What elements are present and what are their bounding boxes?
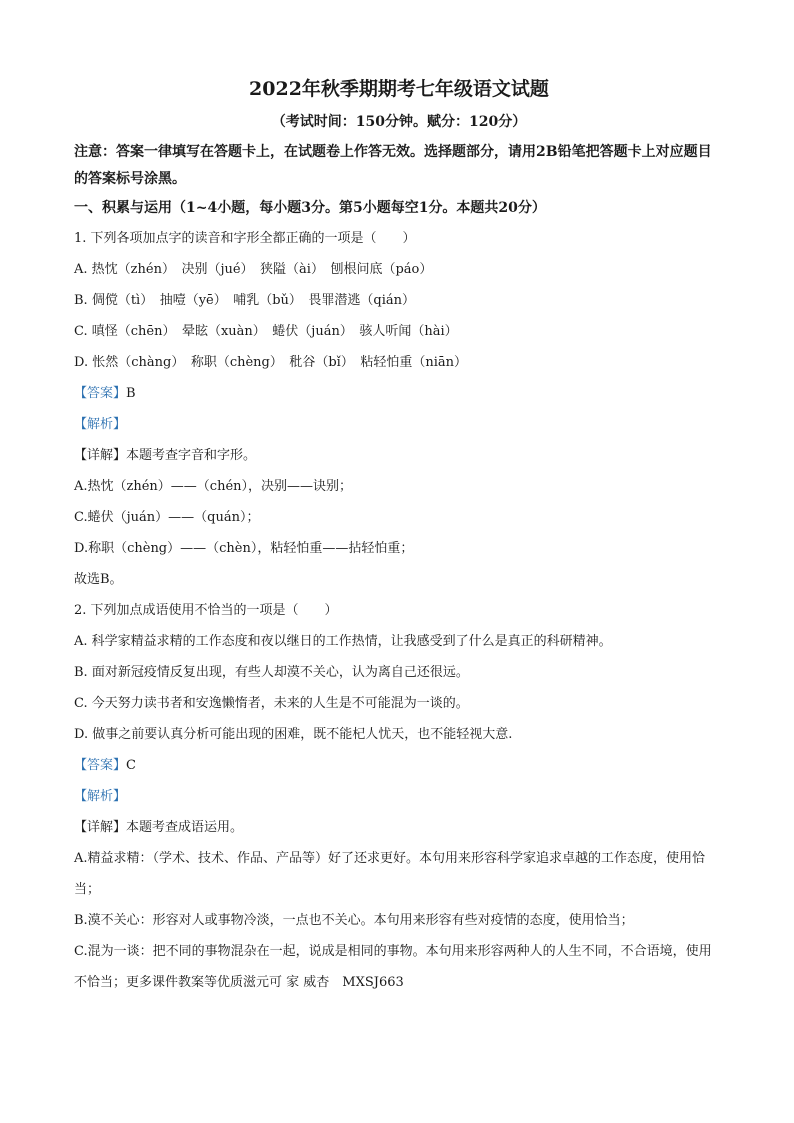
section-heading: 一、积累与运用（1~4小题，每小题3分。第5小题每空1分。本题共20分） [74,200,546,216]
analysis-tag: 【解析】 [74,789,127,804]
detail-text: 本题考查成语运用。 [126,820,244,835]
answer-value: B [126,386,136,401]
question-2-explain-c: C.混为一谈：把不同的事物混杂在一起，说成是相同的事物。本句用来形容两种人的人生不同，不合语境，使用不恰当；更多课件教案等优质滋元可 家 威杏 MXSJ663 [74,944,712,990]
exam-duration: （考试时间：150分钟。赋分：120分） [271,114,527,130]
question-2-answer [74,750,724,781]
answer-value: C [126,758,136,773]
question-2-stem: 2. 下列加点成语使用不恰当的一项是（ ） [74,603,338,618]
question-2-option-c: C. 今天努力读书者和安逸懒惰者，未来的人生是不可能混为一谈的。 [74,696,469,711]
question-2-analysis [74,781,724,812]
answer-tag: 【答案】 [74,758,127,773]
question-1-explain-d: D.称职（chèng）——（chèn），粘轻怕重——拈轻怕重； [74,541,414,556]
page-title: 2022年秋季期期考七年级语文试题 [249,78,549,100]
question-2-option-b: B. 面对新冠疫情反复出现，有些人却漠不关心，认为离自己还很远。 [74,665,469,680]
question-1-answer [74,378,724,409]
detail-text: 本题考查字音和字形。 [126,448,257,463]
question-1-option-d: D. 怅然（chàng） 称职（chèng） 秕谷（bǐ） 粘轻怕重（niān） [74,355,467,370]
question-2-explain-a: A.精益求精：（学术、技术、作品、产品等）好了还求更好。本句用来形容科学家追求卓越的工作态度，使用恰当； [74,851,706,897]
notice: 注意：答案一律填写在答题卡上，在试题卷上作答无效。选择题部分，请用2B铅笔把答题卡上对应题目的答案标号涂黑。 [74,144,712,187]
question-1-option-c: C. 嗔怪（chēn） 晕眩（xuàn） 蜷伏（juán） 骇人听闻（hài） [74,324,458,339]
answer-tag: 【答案】 [74,386,127,401]
question-1-stem: 1. 下列各项加点字的读音和字形全都正确的一项是（ ） [74,231,416,246]
question-2-detail [74,812,724,843]
detail-tag: 【详解】 [74,448,127,463]
exam-page [74,66,724,998]
question-1-conclusion: 故选B。 [74,572,123,587]
question-2-explain-b: B.漠不关心：形容对人或事物冷淡，一点也不关心。本句用来形容有些对疫情的态度，使用恰当； [74,913,634,928]
question-2-option-a: A. 科学家精益求精的工作态度和夜以继日的工作热情，让我感受到了什么是真正的科研精神。 [74,634,612,649]
question-1-explain-c: C.蜷伏（juán）——（quán）； [74,510,260,525]
question-1-option-a: A. 热忱（zhén） 决别（jué） 狭隘（ài） 刨根问底（páo） [74,262,433,277]
question-1-explain-a: A.热忱（zhén）——（chén），决别——诀别； [74,479,353,494]
question-1-detail [74,440,724,471]
detail-tag: 【详解】 [74,820,127,835]
question-1-analysis [74,409,724,440]
question-2-option-d: D. 做事之前要认真分析可能出现的困难，既不能杞人忧天，也不能轻视大意. [74,727,513,742]
question-1-option-b: B. 倜傥（tì） 抽噎（yē） 哺乳（bǔ） 畏罪潜逃（qián） [74,293,416,308]
analysis-tag: 【解析】 [74,417,127,432]
